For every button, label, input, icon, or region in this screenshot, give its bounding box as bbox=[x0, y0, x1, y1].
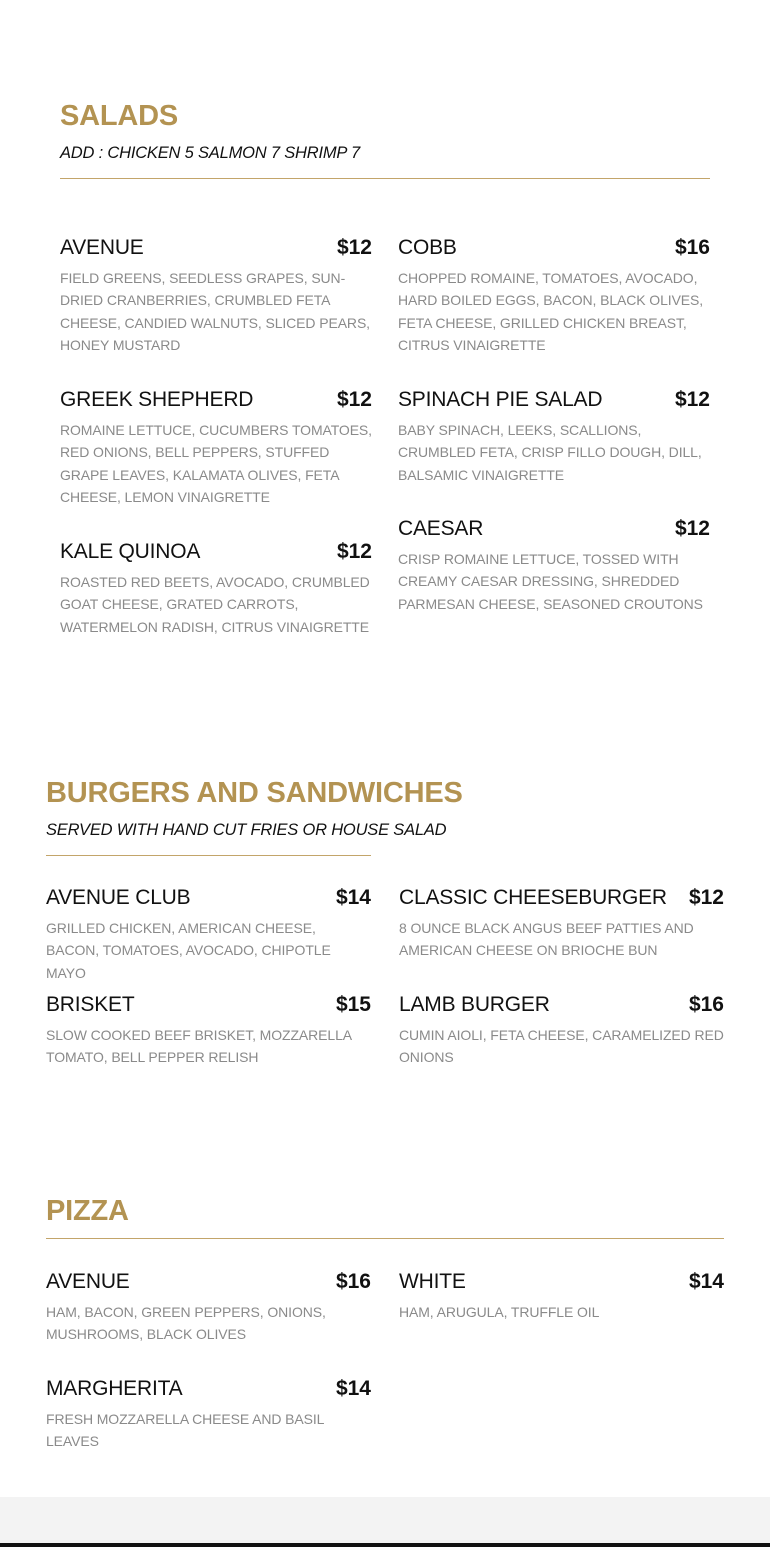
item-name: SPINACH PIE SALAD bbox=[398, 388, 603, 411]
item-name: WHITE bbox=[399, 1270, 466, 1293]
item-price: $16 bbox=[688, 993, 724, 1016]
item-name: AVENUE bbox=[46, 1270, 130, 1293]
item-name: MARGHERITA bbox=[46, 1377, 183, 1400]
item-description: HAM, ARUGULA, TRUFFLE OIL bbox=[399, 1304, 600, 1320]
item-name: CLASSIC CHEESEBURGER bbox=[399, 886, 667, 909]
item-price: $14 bbox=[688, 1270, 724, 1293]
burgers-menu bbox=[46, 887, 724, 1069]
burgers-left-column bbox=[46, 887, 371, 1069]
footer-band bbox=[0, 1497, 770, 1543]
item-price: $16 bbox=[674, 236, 710, 259]
menu-item bbox=[399, 887, 724, 994]
menu-item bbox=[399, 1271, 724, 1323]
item-description: GRILLED CHICKEN, AMERICAN CHEESE, BACON, TOMATOES, AVOCADO, CHIPOTLE MAYO bbox=[46, 920, 331, 981]
pizza-section bbox=[46, 1197, 724, 1239]
item-price: $14 bbox=[335, 1377, 371, 1400]
pizza-right-column bbox=[399, 1271, 724, 1453]
item-price: $12 bbox=[674, 517, 710, 540]
item-price: $12 bbox=[688, 886, 724, 909]
menu-item bbox=[398, 518, 710, 615]
item-description: FIELD GREENS, SEEDLESS GRAPES, SUN-DRIED CRANBERRIES, CRUMBLED FETA CHEESE, CANDIED WALNUTS, SLICED PEARS, HONEY MUSTARD bbox=[60, 270, 370, 353]
burgers-title: BURGERS AND SANDWICHES bbox=[46, 777, 463, 809]
item-name: CAESAR bbox=[398, 517, 484, 540]
item-name: LAMB BURGER bbox=[399, 993, 550, 1016]
item-description: FRESH MOZZARELLA CHEESE AND BASIL LEAVES bbox=[46, 1411, 324, 1450]
salads-menu bbox=[60, 237, 710, 638]
item-name: KALE QUINOA bbox=[60, 540, 201, 563]
menu-item bbox=[60, 389, 372, 541]
pizza-left-column bbox=[46, 1271, 371, 1453]
salads-divider bbox=[60, 178, 710, 179]
menu-item bbox=[46, 1271, 371, 1378]
item-description: SLOW COOKED BEEF BRISKET, MOZZARELLA TOMATO, BELL PEPPER RELISH bbox=[46, 1027, 352, 1066]
menu-item bbox=[46, 1378, 371, 1453]
item-price: $14 bbox=[335, 886, 371, 909]
menu-item bbox=[60, 541, 372, 638]
item-name: GREEK SHEPHERD bbox=[60, 388, 254, 411]
item-description: 8 OUNCE BLACK ANGUS BEEF PATTIES AND AMERICAN CHEESE ON BRIOCHE BUN bbox=[399, 920, 694, 959]
item-price: $15 bbox=[335, 993, 371, 1016]
burgers-section bbox=[46, 777, 463, 856]
pizza-menu bbox=[46, 1271, 724, 1453]
salads-title: SALADS bbox=[60, 100, 179, 132]
salads-left-column bbox=[60, 237, 372, 638]
item-description: ROASTED RED BEETS, AVOCADO, CRUMBLED GOAT CHEESE, GRATED CARROTS, WATERMELON RADISH, CITRUS VINAIGRETTE bbox=[60, 574, 370, 635]
item-price: $16 bbox=[335, 1270, 371, 1293]
item-price: $12 bbox=[336, 388, 372, 411]
item-name: AVENUE bbox=[60, 236, 144, 259]
item-price: $12 bbox=[336, 236, 372, 259]
menu-item bbox=[46, 887, 371, 994]
item-price: $12 bbox=[674, 388, 710, 411]
salads-section bbox=[60, 102, 710, 179]
menu-item bbox=[46, 994, 371, 1069]
burgers-right-column bbox=[399, 887, 724, 1069]
item-name: AVENUE CLUB bbox=[46, 886, 191, 909]
item-name: BRISKET bbox=[46, 993, 135, 1016]
menu-item bbox=[60, 237, 372, 389]
pizza-divider bbox=[46, 1238, 724, 1239]
item-description: HAM, BACON, GREEN PEPPERS, ONIONS, MUSHROOMS, BLACK OLIVES bbox=[46, 1304, 326, 1343]
item-price: $12 bbox=[336, 540, 372, 563]
footer-line bbox=[0, 1543, 770, 1547]
menu-item bbox=[398, 237, 710, 389]
salads-right-column bbox=[398, 237, 710, 638]
burgers-subtitle: SERVED WITH HAND CUT FRIES OR HOUSE SALAD bbox=[46, 821, 447, 839]
menu-item bbox=[399, 994, 724, 1069]
item-description: ROMAINE LETTUCE, CUCUMBERS TOMATOES, RED ONIONS, BELL PEPPERS, STUFFED GRAPE LEAVES, KALAMATA OLIVES, FETA CHEESE, LEMON VINAIGRETTE bbox=[60, 422, 372, 505]
burgers-divider bbox=[46, 855, 371, 856]
item-name: COBB bbox=[398, 236, 457, 259]
item-description: CHOPPED ROMAINE, TOMATOES, AVOCADO, HARD BOILED EGGS, BACON, BLACK OLIVES, FETA CHEESE, GRILLED CHICKEN BREAST, CITRUS VINAIGRETTE bbox=[398, 270, 704, 353]
item-description: CUMIN AIOLI, FETA CHEESE, CARAMELIZED RED ONIONS bbox=[399, 1027, 724, 1066]
salads-subtitle: ADD : CHICKEN 5 SALMON 7 SHRIMP 7 bbox=[60, 144, 360, 162]
menu-item bbox=[398, 389, 710, 518]
pizza-title: PIZZA bbox=[46, 1195, 129, 1227]
item-description: BABY SPINACH, LEEKS, SCALLIONS, CRUMBLED FETA, CRISP FILLO DOUGH, DILL, BALSAMIC VINAIGRETTE bbox=[398, 422, 702, 483]
item-description: CRISP ROMAINE LETTUCE, TOSSED WITH CREAMY CAESAR DRESSING, SHREDDED PARMESAN CHEESE, SEASONED CROUTONS bbox=[398, 551, 703, 612]
